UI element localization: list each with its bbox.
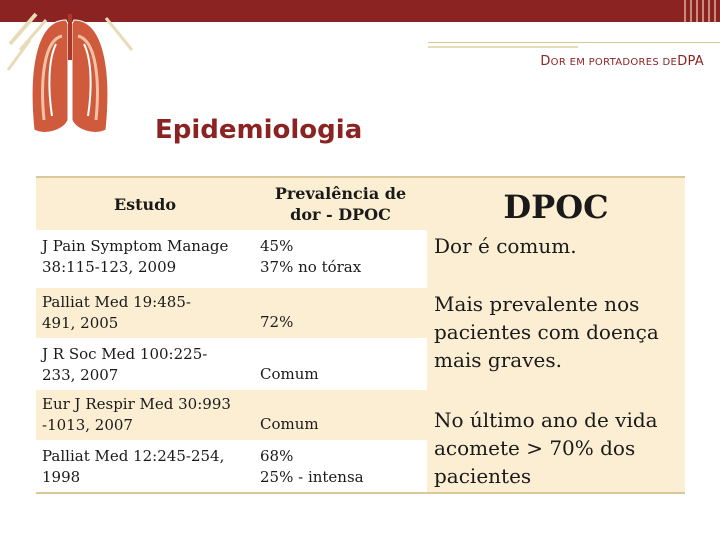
study-cell: Palliat Med 12:245-254, 1998	[42, 447, 225, 486]
value-cell: Comum	[260, 365, 319, 383]
table-bottom-rule	[36, 492, 427, 494]
dpoc-panel	[427, 176, 685, 494]
panel-point: No último ano de vida acomete > 70% dos pacientes	[434, 408, 658, 488]
value-cell: 68% 25% - intensa	[260, 447, 364, 486]
header-rule	[428, 42, 720, 43]
panel-point: Dor é comum.	[434, 234, 577, 258]
studies-table	[36, 176, 427, 494]
table-row	[36, 288, 427, 338]
value-cell: 72%	[260, 313, 294, 331]
table-row	[36, 390, 427, 440]
study-cell: J R Soc Med 100:225-233, 2007	[42, 345, 208, 384]
table-row	[36, 232, 427, 286]
header-rule-accent	[428, 46, 578, 48]
study-cell: Eur J Respir Med 30:993 -1013, 2007	[42, 395, 231, 434]
running-header-pre: D	[540, 54, 551, 69]
slide-title: Epidemiologia	[155, 115, 363, 145]
value-cell: 45% 37% no tórax	[260, 237, 362, 276]
table-header-row	[36, 178, 427, 230]
table-row	[36, 442, 427, 492]
running-header	[540, 54, 704, 69]
panel-point: Mais prevalente nos pacientes com doença mais graves.	[434, 292, 659, 372]
top-bar-stripes	[680, 0, 720, 22]
table-row	[36, 340, 427, 388]
value-cell: Comum	[260, 415, 319, 433]
running-header-small: OR EM PORTADORES DE	[550, 57, 678, 68]
header-study: Estudo	[113, 194, 177, 214]
running-header-post: DPA	[677, 54, 704, 69]
header-prevalence: Prevalência de dor - DPOC	[274, 184, 407, 224]
study-cell: J Pain Symptom Manage 38:115-123, 2009	[42, 237, 229, 276]
study-cell: Palliat Med 19:485-491, 2005	[42, 293, 191, 332]
lungs-icon	[6, 10, 134, 142]
panel-title: DPOC	[503, 188, 609, 226]
